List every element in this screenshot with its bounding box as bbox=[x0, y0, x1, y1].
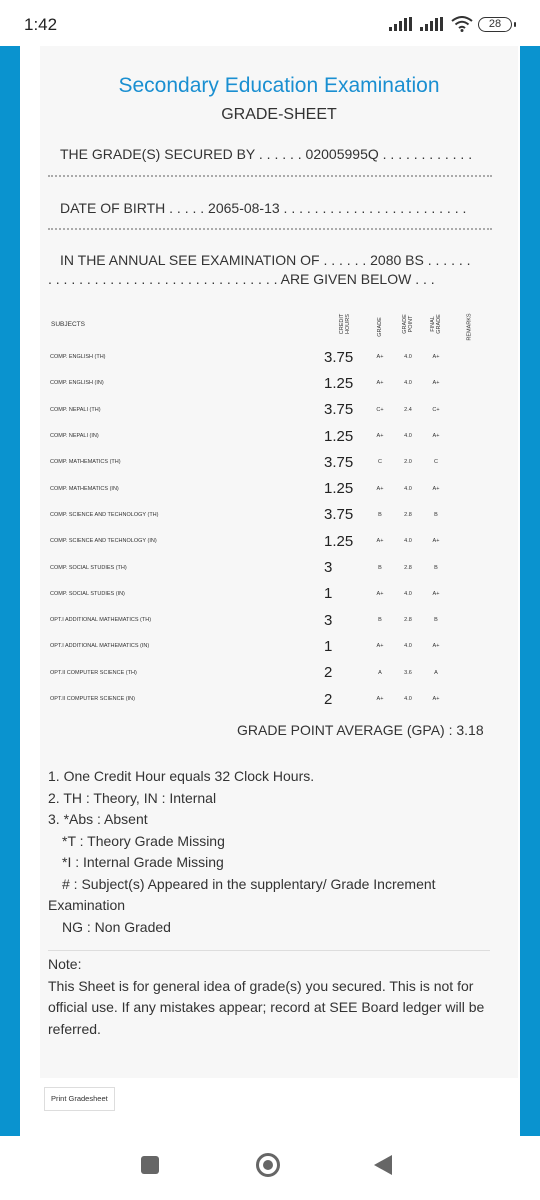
final-grade-cell: B bbox=[434, 617, 438, 624]
final-grade-cell: A+ bbox=[432, 380, 440, 387]
final-grade-cell: A bbox=[434, 669, 438, 676]
header-remarks: REMARKS bbox=[466, 313, 473, 341]
table-row bbox=[50, 423, 490, 449]
grade-point-cell: 2.4 bbox=[404, 406, 412, 413]
note-item: 1. One Credit Hour equals 32 Clock Hours. bbox=[48, 768, 315, 784]
remarks-cell bbox=[450, 423, 490, 449]
notes-list bbox=[48, 766, 508, 938]
table-header-row bbox=[50, 304, 490, 344]
subject-cell: COMP. ENGLISH (IN) bbox=[50, 380, 104, 387]
remarks-cell bbox=[450, 581, 490, 607]
note-item: *T : Theory Grade Missing bbox=[62, 832, 225, 849]
grade-point-cell: 4.0 bbox=[404, 696, 412, 702]
header-grade: GRADE bbox=[377, 317, 383, 337]
grade-cell: A+ bbox=[376, 643, 384, 650]
grade-cell: A+ bbox=[376, 485, 384, 492]
credit-hours-cell: 3.75 bbox=[324, 401, 354, 419]
grade-cell: B bbox=[378, 511, 382, 518]
subject-cell: COMP. NEPALI (TH) bbox=[50, 406, 101, 413]
grade-point-cell: 4.0 bbox=[404, 485, 412, 492]
final-grade-cell: A+ bbox=[432, 590, 440, 597]
grade-point-cell: 2.8 bbox=[404, 564, 412, 571]
recent-apps-icon[interactable] bbox=[141, 1156, 159, 1174]
table-row bbox=[50, 344, 490, 370]
remarks-cell bbox=[450, 449, 490, 475]
grade-cell: A+ bbox=[376, 696, 384, 702]
grade-point-cell: 4.0 bbox=[404, 433, 412, 440]
grade-cell: C bbox=[378, 459, 382, 466]
grade-point-cell: 2.8 bbox=[404, 617, 412, 624]
divider bbox=[48, 950, 490, 951]
grade-point-cell: 4.0 bbox=[404, 590, 412, 597]
remarks-cell bbox=[450, 397, 490, 423]
page-title: Secondary Education Examination bbox=[118, 74, 440, 97]
subject-cell: OPT.II COMPUTER SCIENCE (IN) bbox=[50, 696, 135, 702]
subject-cell: COMP. MATHEMATICS (TH) bbox=[50, 459, 121, 466]
final-grade-cell: A+ bbox=[432, 538, 440, 545]
remarks-cell bbox=[450, 502, 490, 528]
table-row bbox=[50, 397, 490, 423]
credit-hours-cell: 1 bbox=[324, 637, 333, 655]
remarks-cell bbox=[450, 528, 490, 554]
grade-cell: A bbox=[378, 669, 382, 676]
grade-sheet-card bbox=[40, 46, 518, 1078]
header-subjects: SUBJECTS bbox=[51, 320, 85, 328]
final-grade-cell: A+ bbox=[432, 643, 440, 650]
table-row bbox=[50, 449, 490, 475]
grade-cell: B bbox=[378, 617, 382, 624]
dotted-divider bbox=[48, 175, 492, 177]
back-icon[interactable] bbox=[374, 1155, 392, 1175]
disclaimer bbox=[48, 954, 488, 1040]
exam-line-1: IN THE ANNUAL SEE EXAMINATION OF . . . . . . 2080 BS . . . . . . bbox=[60, 252, 471, 268]
remarks-cell bbox=[450, 686, 490, 712]
header-credit-hours: CREDIT HOURS bbox=[338, 313, 351, 335]
grade-cell: C+ bbox=[376, 406, 384, 413]
note-text: This Sheet is for general idea of grade(s) you secured. This is not for official use. If any mistakes appear; record at SEE Board ledger will be referred. bbox=[48, 977, 485, 1037]
note-item: *I : Internal Grade Missing bbox=[62, 854, 224, 870]
grade-point-cell: 2.8 bbox=[404, 511, 412, 518]
signal-icon bbox=[389, 17, 415, 31]
gpa-line: GRADE POINT AVERAGE (GPA) : 3.18 bbox=[237, 722, 484, 738]
grade-point-cell: 4.0 bbox=[404, 380, 412, 387]
final-grade-cell: B bbox=[434, 564, 438, 571]
home-icon[interactable] bbox=[256, 1153, 280, 1177]
header-grade-point: GRADE POINT bbox=[402, 314, 414, 334]
final-grade-cell: A+ bbox=[432, 696, 440, 702]
status-icons bbox=[389, 14, 512, 34]
remarks-cell bbox=[450, 370, 490, 396]
table-row bbox=[50, 528, 490, 554]
exam-line-2: . . . . . . . . . . . . . . . . . . . . . . . . . . . . . . ARE GIVEN BELOW . . . bbox=[48, 271, 435, 287]
grade-cell: B bbox=[378, 564, 382, 571]
table-row bbox=[50, 554, 490, 580]
dotted-divider bbox=[48, 228, 492, 230]
final-grade-cell: A+ bbox=[432, 433, 440, 440]
grade-cell: A+ bbox=[376, 380, 384, 387]
page-subtitle: GRADE-SHEET bbox=[221, 106, 337, 123]
table-row bbox=[50, 581, 490, 607]
right-accent-bar bbox=[520, 46, 540, 1136]
subject-cell: COMP. SCIENCE AND TECHNOLOGY (TH) bbox=[50, 511, 159, 518]
credit-hours-cell: 1.25 bbox=[324, 427, 354, 445]
remarks-cell bbox=[450, 554, 490, 580]
remarks-cell bbox=[450, 660, 490, 686]
grade-cell: A+ bbox=[376, 433, 384, 440]
note-item: NG : Non Graded bbox=[62, 918, 171, 935]
credit-hours-cell: 3.75 bbox=[324, 348, 354, 366]
secured-by-line: THE GRADE(S) SECURED BY . . . . . . 02005995Q . . . . . . . . . . . . bbox=[60, 146, 473, 162]
table-row bbox=[50, 475, 490, 501]
table-row bbox=[50, 686, 490, 712]
grade-point-cell: 4.0 bbox=[404, 538, 412, 545]
final-grade-cell: A+ bbox=[432, 485, 440, 492]
note-item: Examination bbox=[48, 897, 126, 913]
system-nav-bar bbox=[0, 1136, 540, 1200]
subject-cell: COMP. SOCIAL STUDIES (TH) bbox=[50, 564, 127, 571]
battery-icon: 28 bbox=[478, 17, 512, 32]
grade-point-cell: 4.0 bbox=[404, 354, 412, 361]
grade-cell: A+ bbox=[376, 590, 384, 597]
status-bar bbox=[0, 0, 540, 46]
table-row bbox=[50, 502, 490, 528]
credit-hours-cell: 3.75 bbox=[324, 506, 354, 524]
subject-cell: COMP. ENGLISH (TH) bbox=[50, 354, 106, 361]
note-item: # : Subject(s) Appeared in the supplentary/ Grade Increment bbox=[62, 875, 436, 892]
remarks-cell bbox=[450, 475, 490, 501]
remarks-cell bbox=[450, 633, 490, 659]
remarks-cell bbox=[450, 344, 490, 370]
credit-hours-cell: 3.75 bbox=[324, 453, 354, 471]
header-final-grade: FINAL GRADE bbox=[430, 314, 442, 334]
credit-hours-cell: 3 bbox=[324, 559, 333, 577]
subject-cell: COMP. NEPALI (IN) bbox=[50, 433, 99, 440]
page-content bbox=[20, 46, 520, 1136]
signal-icon-2 bbox=[420, 17, 446, 31]
subject-cell: OPT.I ADDITIONAL MATHEMATICS (IN) bbox=[50, 643, 150, 650]
subject-cell: COMP. SOCIAL STUDIES (IN) bbox=[50, 590, 125, 597]
grade-point-cell: 4.0 bbox=[404, 643, 412, 650]
table-row bbox=[50, 607, 490, 633]
grade-cell: A+ bbox=[376, 538, 384, 545]
credit-hours-cell: 2 bbox=[324, 690, 333, 708]
credit-hours-cell: 2 bbox=[324, 664, 333, 682]
note-item: 2. TH : Theory, IN : Internal bbox=[48, 789, 217, 806]
credit-hours-cell: 1.25 bbox=[324, 532, 354, 550]
left-accent-bar bbox=[0, 46, 20, 1136]
final-grade-cell: C bbox=[434, 459, 438, 466]
print-gradesheet-button[interactable]: Print Gradesheet bbox=[44, 1087, 115, 1111]
grade-point-cell: 3.6 bbox=[404, 669, 412, 676]
table-row bbox=[50, 660, 490, 686]
subject-cell: COMP. SCIENCE AND TECHNOLOGY (IN) bbox=[50, 538, 157, 545]
table-row bbox=[50, 370, 490, 396]
final-grade-cell: B bbox=[434, 511, 438, 518]
note-title: Note: bbox=[48, 956, 82, 972]
credit-hours-cell: 1.25 bbox=[324, 480, 354, 498]
final-grade-cell: C+ bbox=[432, 406, 440, 413]
grades-table bbox=[50, 304, 490, 712]
status-time: 1:42 bbox=[24, 15, 58, 34]
credit-hours-cell: 1 bbox=[324, 585, 333, 603]
credit-hours-cell: 3 bbox=[324, 611, 333, 629]
note-item: 3. *Abs : Absent bbox=[48, 811, 148, 827]
grade-point-cell: 2.0 bbox=[404, 459, 412, 466]
credit-hours-cell: 1.25 bbox=[324, 374, 354, 392]
remarks-cell bbox=[450, 607, 490, 633]
wifi-icon bbox=[451, 16, 473, 32]
subject-cell: OPT.II COMPUTER SCIENCE (TH) bbox=[50, 669, 137, 676]
grade-cell: A+ bbox=[376, 354, 384, 361]
table-row bbox=[50, 633, 490, 659]
subject-cell: COMP. MATHEMATICS (IN) bbox=[50, 485, 119, 492]
subject-cell: OPT.I ADDITIONAL MATHEMATICS (TH) bbox=[50, 617, 152, 624]
dob-line: DATE OF BIRTH . . . . . 2065-08-13 . . . . . . . . . . . . . . . . . . . . . . . . bbox=[60, 200, 467, 216]
final-grade-cell: A+ bbox=[432, 354, 440, 361]
